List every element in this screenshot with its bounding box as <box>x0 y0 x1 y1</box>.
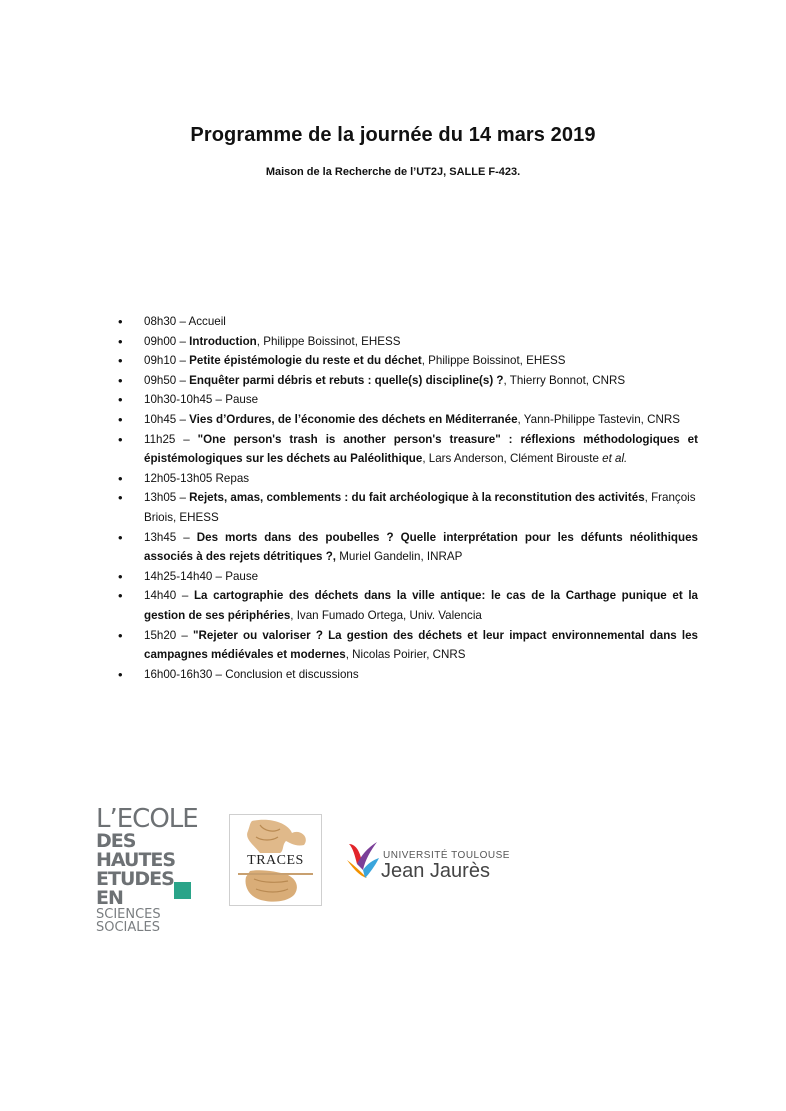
agenda-time: 10h45 – <box>144 412 190 426</box>
agenda-detail: , Yann-Philippe Tastevin, CNRS <box>517 412 680 426</box>
agenda-item <box>118 410 698 430</box>
agenda-topic: La cartographie des déchets dans la ville antique: le cas de la Carthage punique et la gestion de ses périphéries <box>144 589 698 622</box>
agenda-topic: "One person's trash is another person's treasure" : réflexions méthodologiques et épistémologiques sur les déchets au Paléolithique <box>144 432 698 466</box>
traces-logo <box>229 814 322 906</box>
agenda-item <box>118 567 698 587</box>
agenda-item <box>118 390 698 410</box>
agenda-item <box>118 332 698 352</box>
agenda-topic: Vies d’Ordures, de l’économie des déchets en Méditerranée <box>189 412 518 426</box>
agenda-time: 09h50 – <box>144 373 190 387</box>
agenda-time: 09h00 – <box>144 334 190 348</box>
agenda-item <box>118 469 698 489</box>
agenda-topic: Des morts dans des poubelles ? Quelle interprétation pour les défunts néolithiques associés à des rejets détritiques ?, <box>144 530 698 564</box>
ut2j-logo-emblem <box>345 838 381 882</box>
agenda-detail: , Nicolas Poirier, CNRS <box>345 648 466 662</box>
agenda-detail: , Philippe Boissinot, EHESS <box>256 334 401 348</box>
agenda-item <box>118 665 698 685</box>
agenda-detail: Muriel Gandelin, INRAP <box>336 550 463 564</box>
ut2j-logo-line: UNIVERSITÉ TOULOUSE <box>383 850 510 861</box>
agenda-detail: , Ivan Fumado Ortega, Univ. Valencia <box>290 608 482 622</box>
agenda-topic: "Rejeter ou valoriser ? La gestion des déchets et leur impact environnemental dans les campagnes médiévales et modernes <box>144 628 699 662</box>
ehess-logo-line: SOCIALES <box>96 920 160 935</box>
agenda-time: 13h05 – <box>144 491 190 505</box>
agenda-detail: , François Briois, EHESS <box>144 491 696 524</box>
agenda-time: 13h45 – <box>144 530 197 544</box>
ehess-logo-square <box>174 882 191 899</box>
agenda-item <box>118 488 698 527</box>
ut2j-logo-line: Jean Jaurès <box>381 860 490 882</box>
agenda-time: 14h40 – <box>144 589 194 603</box>
agenda-time: 14h25-14h40 – <box>144 569 226 583</box>
ehess-logo-line: L’ECOLE <box>96 804 198 834</box>
agenda-detail: 12h05-13h05 Repas <box>144 471 250 485</box>
agenda-topic: Petite épistémologie du reste et du déchet <box>189 354 422 368</box>
agenda-item <box>118 371 698 391</box>
ehess-logo-line: SCIENCES <box>96 907 161 922</box>
agenda-topic: Enquêter parmi débris et rebuts : quelle(s) discipline(s) ? <box>189 373 504 387</box>
agenda-topic: Rejets, amas, comblements : du fait archéologique à la reconstitution des activités <box>189 491 645 505</box>
agenda-item <box>118 351 698 371</box>
ut2j-logo <box>345 836 535 886</box>
agenda-time: 09h10 – <box>144 354 190 368</box>
traces-logo-text: TRACES <box>247 853 304 868</box>
agenda-detail-italic: et al. <box>602 452 628 466</box>
agenda-detail: , Philippe Boissinot, EHESS <box>421 354 566 368</box>
page-title: Programme de la journée du 14 mars 2019 <box>190 124 596 146</box>
agenda-item <box>118 626 698 665</box>
agenda-time: 15h20 – <box>144 628 194 642</box>
agenda-item <box>118 528 698 567</box>
agenda-time: 10h30-10h45 – <box>144 393 226 407</box>
agenda-list <box>118 312 698 684</box>
agenda-item <box>118 312 698 332</box>
location-subtitle: Maison de la Recherche de l’UT2J, SALLE F-423. <box>265 166 521 178</box>
agenda-item <box>118 430 698 469</box>
agenda-detail: Accueil <box>188 315 226 328</box>
agenda-detail: Pause <box>225 569 259 583</box>
agenda-item <box>118 586 698 625</box>
agenda-detail: Pause <box>225 393 259 407</box>
ehess-logo-line: ETUDES EN <box>96 868 174 909</box>
agenda-detail: , Lars Anderson, Clément Birouste <box>422 452 603 466</box>
ehess-logo-line: DES HAUTES <box>96 830 176 871</box>
agenda-detail: , Thierry Bonnot, CNRS <box>503 373 626 387</box>
agenda-time: 16h00-16h30 – <box>144 667 226 681</box>
agenda-time: 11h25 – <box>144 432 198 446</box>
agenda-topic: Introduction <box>189 334 257 348</box>
agenda-detail: Conclusion et discussions <box>225 667 359 681</box>
agenda-time: 08h30 – <box>144 315 189 328</box>
